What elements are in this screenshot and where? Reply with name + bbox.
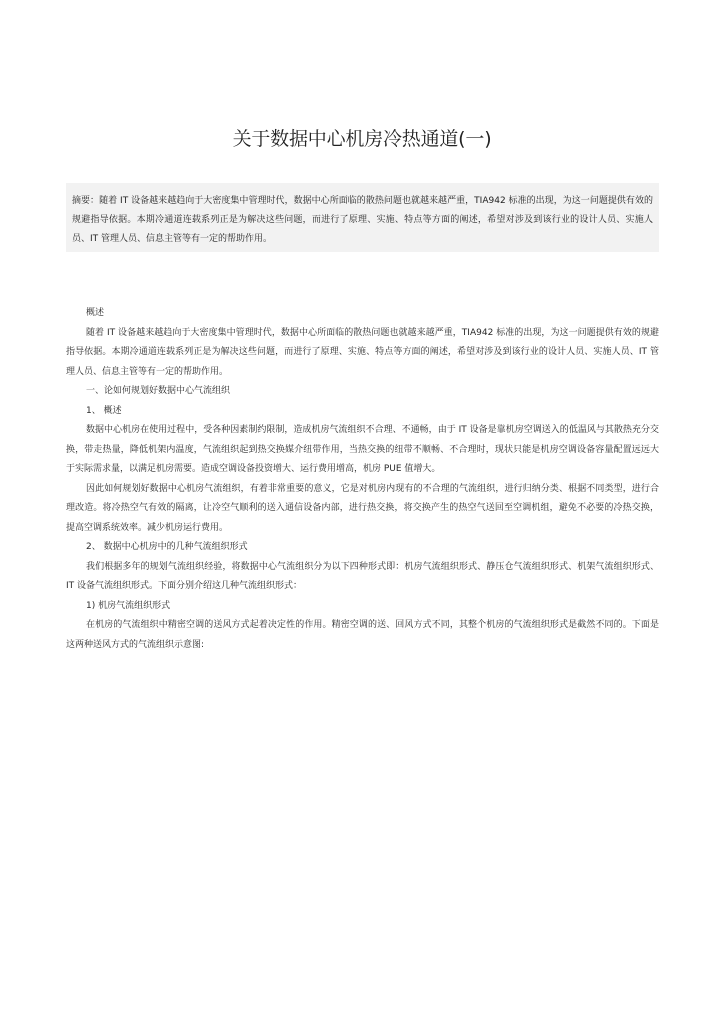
subsection-heading-1-1: 1、 概述 xyxy=(86,405,122,416)
page-title: 关于数据中心机房冷热通道(一) xyxy=(232,127,492,150)
abstract-text: 摘要：随着 IT 设备越来越趋向于大密度集中管理时代，数据中心所面临的散热问题也就越来越严重，TIA942 标准的出现，为这一问题提供有效的规避指导依据。本期冷通道连载系列正是为解决这些问题，而进行了原理、实施、特点等方面的阐述，希望对涉及到该行业的设计人员、实施人员、IT 管理人员、信息主管等有一定的帮助作用。 xyxy=(72,196,653,244)
paragraph-airflow-problem: 数据中心机房在使用过程中，受各种因素制约限制，造成机房气流组织不合理、不通畅，由于 IT 设备是靠机房空调送入的低温风与其散热充分交换，带走热量，降低机架内温度，气流组织起到热交换媒介纽带作用，当热交换的纽带不顺畅、不合理时，现状只能是机房空调设备容量配置远远大于实际需求量，以满足机房需要。造成空调设备投资增大、运行费用增高，机房 PUE 值增大。 xyxy=(66,425,659,474)
paragraph-intro: 随着 IT 设备越来越趋向于大密度集中管理时代，数据中心所面临的散热问题也就越来越严重，TIA942 标准的出现，为这一问题提供有效的规避指导依据。本期冷通道连载系列正是为解决这些问题，而进行了原理、实施、特点等方面的阐述，希望对涉及到该行业的设计人员、实施人员、IT 管理人员、信息主管等有一定的帮助作用。 xyxy=(66,327,659,377)
abstract-box xyxy=(66,183,659,252)
paragraph-airflow-types: 我们根据多年的规划气流组织经验，将数据中心气流组织分为以下四种形式即：机房气流组织形式、静压仓气流组织形式、机架气流组织形式、IT 设备气流组织形式。下面分别介绍这几种气流组织形式： xyxy=(66,561,659,591)
article-body xyxy=(66,304,659,655)
section-heading-overview: 概述 xyxy=(86,308,105,318)
subsection-heading-1-2: 2、 数据中心机房中的几种气流组织形式 xyxy=(86,542,248,552)
paragraph-airflow-planning: 因此如何规划好数据中心机房气流组织，有着非常重要的意义，它是对机房内现有的不合理的气流组织，进行归纳分类、根据不同类型，进行合理改造。将冷热空气有效的隔离，让冷空气顺利的送入通信设备内部，进行热交换，将交换产生的热空气送回至空调机组，避免不必要的冷热交换，提高空调系统效率。减少机房运行费用。 xyxy=(66,483,659,533)
subsection-heading-room-airflow: 1) 机房气流组织形式 xyxy=(86,600,171,611)
paragraph-room-airflow: 在机房的气流组织中精密空调的送风方式起着决定性的作用。精密空调的送、回风方式不同，其整个机房的气流组织形式是截然不同的。下面是这两种送风方式的气流组织示意图: xyxy=(66,620,659,650)
section-heading-1: 一、论如何规划好数据中心气流组织 xyxy=(86,386,231,396)
